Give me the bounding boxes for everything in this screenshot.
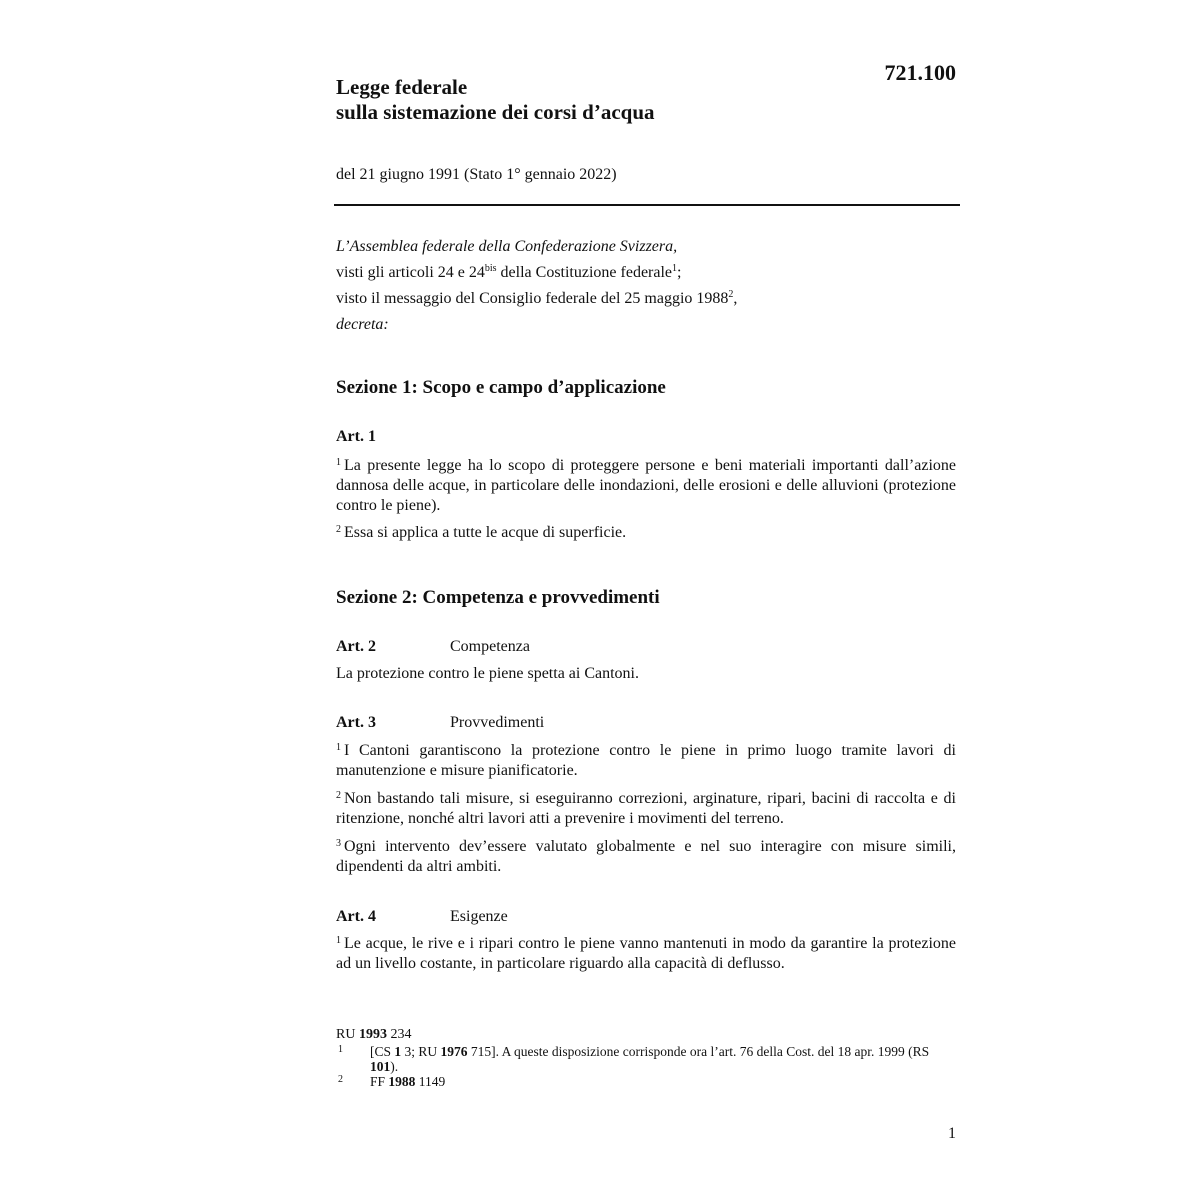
official-compilation-reference [336, 1027, 956, 1042]
preamble-text: ; [677, 264, 682, 281]
paragraph-text: La presente legge ha lo scopo di proteggere persone e beni materiali importanti dall’azione dannosa delle acque, in particolare delle inondazioni, delle erosioni e delle alluvioni (protezione contro le piene). [336, 457, 956, 514]
footnote-number: 1 [338, 1044, 343, 1055]
footnote-number: 2 [338, 1074, 343, 1085]
article-2-paragraph [336, 664, 956, 684]
footnote-text: ). [390, 1059, 399, 1074]
sr-number: 721.100 [884, 60, 956, 85]
article-3-paragraph-3 [336, 837, 956, 877]
paragraph-text: Le acque, le rive e i ripari contro le piene vanno mantenuti in modo da garantire la protezione ad un livello costante, in particolare riguardo alla capacità di deflusso. [336, 935, 956, 972]
paragraph-number: 3 [336, 838, 341, 849]
footnote-bold: 1988 [388, 1074, 416, 1089]
article-3-paragraph-2 [336, 789, 956, 829]
footnote-ref-1[interactable]: 1 [672, 263, 678, 274]
article-heading-1 [336, 426, 956, 448]
section-heading-2: Sezione 2: Competenza e provvedimenti [336, 587, 660, 608]
preamble-line-decreta: decreta: [336, 316, 389, 333]
header-divider [334, 204, 960, 206]
preamble-line-articles [336, 260, 956, 286]
article-number: Art. 2 [336, 638, 376, 655]
article-number: Art. 1 [336, 428, 376, 445]
paragraph-number: 2 [336, 524, 341, 535]
paragraph-number: 1 [336, 742, 341, 753]
title-line-2: sulla sistemazione dei corsi d’acqua [336, 100, 655, 124]
article-title: Competenza [450, 638, 530, 655]
preamble [336, 234, 956, 338]
article-3-paragraph-1 [336, 741, 956, 781]
title-line-1: Legge federale [336, 75, 468, 99]
article-heading-2 [336, 636, 956, 658]
article-title: Provvedimenti [450, 714, 545, 731]
footnote-ref-2[interactable]: 2 [728, 289, 734, 300]
footnote-2 [336, 1074, 956, 1089]
footnotes [336, 1027, 956, 1089]
paragraph-number: 1 [336, 935, 341, 946]
paragraph-text: I Cantoni garantiscono la protezione contro le piene in primo luogo tramite lavori di manutenzione e misure pianificatorie. [336, 742, 956, 779]
bis-superscript: bis [484, 263, 497, 274]
footnote-text: 715]. A queste disposizione corrisponde ora l’art. 76 della Cost. del 18 apr. 1999 (RS [467, 1044, 930, 1059]
paragraph-text: La protezione contro le piene spetta ai Cantoni. [336, 665, 639, 682]
article-heading-4 [336, 906, 956, 928]
preamble-text: della Costituzione federale [496, 264, 673, 281]
paragraph-number: 1 [336, 457, 341, 468]
article-number: Art. 3 [336, 714, 376, 731]
article-title: Esigenze [450, 908, 508, 925]
preamble-line-assembly: L’Assemblea federale della Confederazione Svizzera, [336, 238, 678, 255]
paragraph-number: 2 [336, 790, 341, 801]
preamble-text: , [733, 290, 738, 307]
footnote-text: [CS [370, 1044, 395, 1059]
preamble-line-message [336, 286, 956, 312]
document-title [336, 75, 856, 125]
paragraph-text: Essa si applica a tutte le acque di superficie. [344, 524, 627, 541]
footnote-text: 1149 [415, 1074, 446, 1089]
ru-year: 1993 [358, 1027, 387, 1042]
page-number: 1 [948, 1125, 956, 1142]
article-number: Art. 4 [336, 908, 376, 925]
footnote-bold: 1 [394, 1044, 402, 1059]
section-heading-1: Sezione 1: Scopo e campo d’applicazione [336, 377, 666, 398]
footnote-bold: 101 [370, 1059, 391, 1074]
footnote-text: 3; RU [401, 1044, 441, 1059]
article-1-paragraph-1 [336, 456, 956, 516]
article-1-paragraph-2 [336, 523, 956, 543]
paragraph-text: Non bastando tali misure, si eseguiranno correzioni, arginature, ripari, bacini di raccolta e di ritenzione, nonché altri lavori atti a prevenire i movimenti del terreno. [336, 790, 956, 827]
ru-prefix: RU [336, 1027, 356, 1042]
article-4-paragraph-1 [336, 934, 956, 974]
footnote-bold: 1976 [440, 1044, 468, 1059]
enactment-date: del 21 giugno 1991 (Stato 1° gennaio 2022) [336, 166, 617, 183]
footnote-text: FF [370, 1074, 389, 1089]
article-heading-3 [336, 712, 956, 734]
footnote-1 [336, 1044, 956, 1074]
preamble-text: visti gli articoli 24 e 24 [336, 264, 485, 281]
preamble-text: visto il messaggio del Consiglio federale del 25 maggio 1988 [336, 290, 729, 307]
ru-page: 234 [390, 1027, 412, 1042]
paragraph-text: Ogni intervento dev’essere valutato globalmente e nel suo interagire con misure simili, dipendenti da altri ambiti. [336, 838, 956, 875]
